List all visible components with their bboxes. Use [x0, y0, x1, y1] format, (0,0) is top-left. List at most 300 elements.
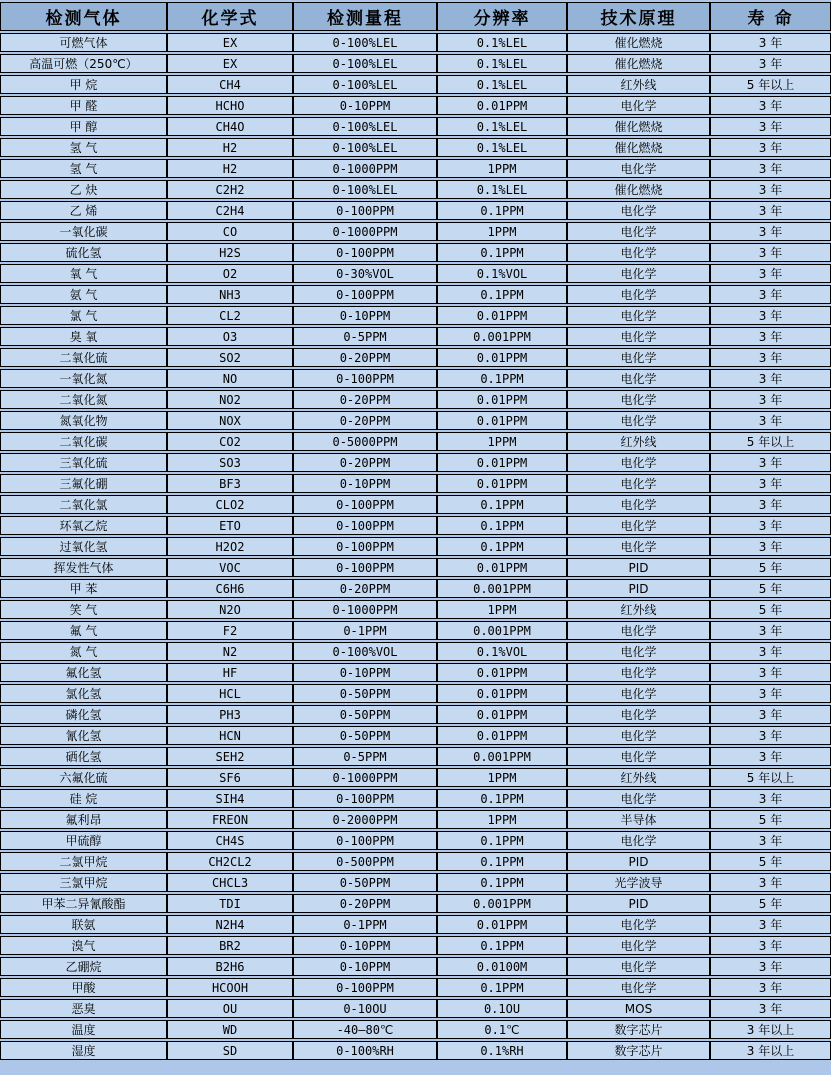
- range-cell: 0-100PPM: [293, 369, 437, 388]
- principle-cell: 电化学: [567, 222, 710, 241]
- principle-cell: 电化学: [567, 264, 710, 283]
- table-row: [0, 852, 831, 871]
- gas-name-cell: 氰化氢: [0, 726, 167, 745]
- principle-cell: 红外线: [567, 432, 710, 451]
- lifespan-cell: 3 年: [710, 285, 831, 304]
- gas-name-cell: 氮 气: [0, 642, 167, 661]
- principle-cell: 电化学: [567, 915, 710, 934]
- resolution-cell: 0.1PPM: [437, 789, 567, 808]
- table-row: [0, 138, 831, 157]
- formula-cell: SIH4: [167, 789, 293, 808]
- resolution-cell: 0.1PPM: [437, 537, 567, 556]
- resolution-cell: 0.01PPM: [437, 558, 567, 577]
- range-cell: 0-100PPM: [293, 285, 437, 304]
- lifespan-cell: 3 年: [710, 54, 831, 73]
- table-row: [0, 390, 831, 409]
- table-body: [0, 33, 831, 1060]
- gas-name-cell: 硫化氢: [0, 243, 167, 262]
- principle-cell: 电化学: [567, 957, 710, 976]
- range-cell: 0-100PPM: [293, 831, 437, 850]
- resolution-cell: 0.01PPM: [437, 348, 567, 367]
- formula-cell: N2H4: [167, 915, 293, 934]
- range-cell: 0-5PPM: [293, 747, 437, 766]
- formula-cell: N2: [167, 642, 293, 661]
- range-cell: 0-10PPM: [293, 957, 437, 976]
- lifespan-cell: 3 年: [710, 474, 831, 493]
- resolution-cell: 1PPM: [437, 600, 567, 619]
- resolution-cell: 0.1PPM: [437, 873, 567, 892]
- table-row: [0, 348, 831, 367]
- principle-cell: 电化学: [567, 789, 710, 808]
- formula-cell: HF: [167, 663, 293, 682]
- resolution-cell: 0.0100M: [437, 957, 567, 976]
- range-cell: 0-20PPM: [293, 453, 437, 472]
- principle-cell: 催化燃烧: [567, 138, 710, 157]
- resolution-cell: 0.1%LEL: [437, 54, 567, 73]
- principle-cell: 电化学: [567, 726, 710, 745]
- principle-cell: 电化学: [567, 348, 710, 367]
- table-row: [0, 243, 831, 262]
- gas-name-cell: 三氟化硼: [0, 474, 167, 493]
- principle-cell: 红外线: [567, 768, 710, 787]
- range-cell: 0-100PPM: [293, 495, 437, 514]
- gas-name-cell: 高温可燃（250℃）: [0, 54, 167, 73]
- table-row: [0, 432, 831, 451]
- resolution-cell: 0.001PPM: [437, 621, 567, 640]
- formula-cell: WD: [167, 1020, 293, 1039]
- gas-name-cell: 氧 气: [0, 264, 167, 283]
- resolution-cell: 0.1%LEL: [437, 33, 567, 52]
- principle-cell: 催化燃烧: [567, 180, 710, 199]
- range-cell: 0-1PPM: [293, 621, 437, 640]
- formula-cell: CL2: [167, 306, 293, 325]
- table-row: [0, 411, 831, 430]
- principle-cell: PID: [567, 579, 710, 598]
- gas-name-cell: 甲 烷: [0, 75, 167, 94]
- range-cell: 0-100%VOL: [293, 642, 437, 661]
- range-cell: 0-50PPM: [293, 684, 437, 703]
- table-row: [0, 789, 831, 808]
- principle-cell: 电化学: [567, 495, 710, 514]
- gas-name-cell: 三氯甲烷: [0, 873, 167, 892]
- formula-cell: CHCL3: [167, 873, 293, 892]
- resolution-cell: 0.1PPM: [437, 852, 567, 871]
- range-cell: 0-100PPM: [293, 516, 437, 535]
- lifespan-cell: 3 年: [710, 390, 831, 409]
- range-cell: 0-20PPM: [293, 348, 437, 367]
- principle-cell: PID: [567, 558, 710, 577]
- principle-cell: 电化学: [567, 831, 710, 850]
- lifespan-cell: 3 年: [710, 348, 831, 367]
- lifespan-cell: 3 年: [710, 495, 831, 514]
- formula-cell: HCN: [167, 726, 293, 745]
- lifespan-cell: 3 年: [710, 306, 831, 325]
- principle-cell: 数字芯片: [567, 1041, 710, 1060]
- range-cell: 0-10PPM: [293, 474, 437, 493]
- principle-cell: 电化学: [567, 663, 710, 682]
- lifespan-cell: 3 年: [710, 117, 831, 136]
- resolution-cell: 0.01PPM: [437, 726, 567, 745]
- lifespan-cell: 3 年: [710, 831, 831, 850]
- resolution-cell: 0.1%LEL: [437, 138, 567, 157]
- lifespan-cell: 3 年: [710, 747, 831, 766]
- lifespan-cell: 5 年: [710, 600, 831, 619]
- lifespan-cell: 3 年: [710, 516, 831, 535]
- gas-name-cell: 三氧化硫: [0, 453, 167, 472]
- table-row: [0, 537, 831, 556]
- table-row: [0, 54, 831, 73]
- table-row: [0, 117, 831, 136]
- gas-name-cell: 甲硫醇: [0, 831, 167, 850]
- range-cell: 0-10PPM: [293, 936, 437, 955]
- resolution-cell: 0.1PPM: [437, 978, 567, 997]
- gas-name-cell: 甲苯二异氰酸酯: [0, 894, 167, 913]
- formula-cell: CH4: [167, 75, 293, 94]
- principle-cell: 电化学: [567, 642, 710, 661]
- gas-name-cell: 甲 苯: [0, 579, 167, 598]
- range-cell: 0-100%LEL: [293, 180, 437, 199]
- lifespan-cell: 3 年: [710, 33, 831, 52]
- column-header-resolution: 分辨率: [437, 2, 567, 31]
- table-row: [0, 999, 831, 1018]
- range-cell: 0-100%LEL: [293, 75, 437, 94]
- range-cell: 0-1000PPM: [293, 222, 437, 241]
- gas-name-cell: 硒化氢: [0, 747, 167, 766]
- range-cell: 0-20PPM: [293, 390, 437, 409]
- lifespan-cell: 3 年: [710, 180, 831, 199]
- table-row: [0, 1020, 831, 1039]
- formula-cell: NOX: [167, 411, 293, 430]
- gas-name-cell: 联氨: [0, 915, 167, 934]
- lifespan-cell: 3 年: [710, 264, 831, 283]
- formula-cell: C2H4: [167, 201, 293, 220]
- principle-cell: 电化学: [567, 621, 710, 640]
- principle-cell: MOS: [567, 999, 710, 1018]
- resolution-cell: 1PPM: [437, 222, 567, 241]
- range-cell: 0-50PPM: [293, 726, 437, 745]
- lifespan-cell: 5 年: [710, 894, 831, 913]
- range-cell: 0-100PPM: [293, 978, 437, 997]
- lifespan-cell: 3 年: [710, 327, 831, 346]
- gas-name-cell: 氢 气: [0, 138, 167, 157]
- table-row: [0, 726, 831, 745]
- resolution-cell: 0.1PPM: [437, 285, 567, 304]
- gas-name-cell: 可燃气体: [0, 33, 167, 52]
- range-cell: 0-500PPM: [293, 852, 437, 871]
- table-row: [0, 75, 831, 94]
- principle-cell: 电化学: [567, 936, 710, 955]
- gas-name-cell: 二氧化氯: [0, 495, 167, 514]
- gas-name-cell: 挥发性气体: [0, 558, 167, 577]
- formula-cell: OU: [167, 999, 293, 1018]
- table-row: [0, 873, 831, 892]
- lifespan-cell: 3 年: [710, 936, 831, 955]
- resolution-cell: 0.1PPM: [437, 243, 567, 262]
- principle-cell: 电化学: [567, 306, 710, 325]
- principle-cell: 红外线: [567, 75, 710, 94]
- lifespan-cell: 5 年: [710, 579, 831, 598]
- resolution-cell: 0.1PPM: [437, 369, 567, 388]
- range-cell: 0-20PPM: [293, 894, 437, 913]
- resolution-cell: 0.001PPM: [437, 327, 567, 346]
- formula-cell: C2H2: [167, 180, 293, 199]
- principle-cell: 电化学: [567, 369, 710, 388]
- formula-cell: TDI: [167, 894, 293, 913]
- gas-name-cell: 二氧化氮: [0, 390, 167, 409]
- resolution-cell: 0.1%RH: [437, 1041, 567, 1060]
- gas-name-cell: 氨 气: [0, 285, 167, 304]
- gas-name-cell: 氯化氢: [0, 684, 167, 703]
- resolution-cell: 1PPM: [437, 810, 567, 829]
- range-cell: 0-10PPM: [293, 306, 437, 325]
- resolution-cell: 0.1PPM: [437, 495, 567, 514]
- table-row: [0, 159, 831, 178]
- gas-name-cell: 硅 烷: [0, 789, 167, 808]
- resolution-cell: 0.01PPM: [437, 306, 567, 325]
- column-header-range: 检测量程: [293, 2, 437, 31]
- lifespan-cell: 3 年: [710, 537, 831, 556]
- resolution-cell: 0.001PPM: [437, 579, 567, 598]
- formula-cell: BF3: [167, 474, 293, 493]
- formula-cell: CO2: [167, 432, 293, 451]
- formula-cell: FREON: [167, 810, 293, 829]
- table-row: [0, 768, 831, 787]
- lifespan-cell: 3 年: [710, 621, 831, 640]
- lifespan-cell: 3 年: [710, 243, 831, 262]
- range-cell: 0-5000PPM: [293, 432, 437, 451]
- lifespan-cell: 3 年: [710, 138, 831, 157]
- gas-name-cell: 过氧化氢: [0, 537, 167, 556]
- resolution-cell: 0.01PPM: [437, 474, 567, 493]
- resolution-cell: 0.1%LEL: [437, 180, 567, 199]
- range-cell: 0-100PPM: [293, 537, 437, 556]
- range-cell: 0-1000PPM: [293, 600, 437, 619]
- lifespan-cell: 3 年: [710, 201, 831, 220]
- principle-cell: 电化学: [567, 747, 710, 766]
- lifespan-cell: 3 年: [710, 159, 831, 178]
- formula-cell: CO: [167, 222, 293, 241]
- table-row: [0, 600, 831, 619]
- gas-name-cell: 氟化氢: [0, 663, 167, 682]
- principle-cell: 电化学: [567, 453, 710, 472]
- gas-name-cell: 氢 气: [0, 159, 167, 178]
- header-row: [0, 2, 831, 31]
- resolution-cell: 1PPM: [437, 432, 567, 451]
- formula-cell: VOC: [167, 558, 293, 577]
- lifespan-cell: 5 年: [710, 558, 831, 577]
- range-cell: 0-100%LEL: [293, 54, 437, 73]
- resolution-cell: 0.01PPM: [437, 663, 567, 682]
- resolution-cell: 0.1PPM: [437, 936, 567, 955]
- range-cell: 0-50PPM: [293, 873, 437, 892]
- principle-cell: PID: [567, 852, 710, 871]
- principle-cell: 电化学: [567, 285, 710, 304]
- table-row: [0, 369, 831, 388]
- resolution-cell: 0.1PPM: [437, 516, 567, 535]
- principle-cell: 电化学: [567, 201, 710, 220]
- table-row: [0, 1041, 831, 1060]
- table-row: [0, 516, 831, 535]
- lifespan-cell: 5 年以上: [710, 768, 831, 787]
- principle-cell: 电化学: [567, 159, 710, 178]
- lifespan-cell: 3 年以上: [710, 1020, 831, 1039]
- resolution-cell: 0.01PPM: [437, 96, 567, 115]
- lifespan-cell: 3 年: [710, 726, 831, 745]
- range-cell: 0-1PPM: [293, 915, 437, 934]
- resolution-cell: 0.1OU: [437, 999, 567, 1018]
- range-cell: 0-10PPM: [293, 96, 437, 115]
- lifespan-cell: 3 年: [710, 642, 831, 661]
- resolution-cell: 0.1PPM: [437, 201, 567, 220]
- formula-cell: CH4S: [167, 831, 293, 850]
- range-cell: 0-20PPM: [293, 579, 437, 598]
- gas-name-cell: 乙 烯: [0, 201, 167, 220]
- lifespan-cell: 3 年: [710, 411, 831, 430]
- table-row: [0, 705, 831, 724]
- gas-name-cell: 乙硼烷: [0, 957, 167, 976]
- table-row: [0, 663, 831, 682]
- range-cell: 0-100PPM: [293, 558, 437, 577]
- resolution-cell: 0.001PPM: [437, 747, 567, 766]
- resolution-cell: 0.1%VOL: [437, 264, 567, 283]
- formula-cell: HCOOH: [167, 978, 293, 997]
- formula-cell: HCL: [167, 684, 293, 703]
- lifespan-cell: 5 年: [710, 810, 831, 829]
- range-cell: 0-1000PPM: [293, 768, 437, 787]
- formula-cell: H2: [167, 138, 293, 157]
- principle-cell: 电化学: [567, 705, 710, 724]
- lifespan-cell: 3 年: [710, 789, 831, 808]
- gas-name-cell: 乙 炔: [0, 180, 167, 199]
- lifespan-cell: 3 年: [710, 453, 831, 472]
- principle-cell: 数字芯片: [567, 1020, 710, 1039]
- table-row: [0, 495, 831, 514]
- table-row: [0, 579, 831, 598]
- formula-cell: H2O2: [167, 537, 293, 556]
- principle-cell: 电化学: [567, 474, 710, 493]
- table-row: [0, 453, 831, 472]
- formula-cell: PH3: [167, 705, 293, 724]
- lifespan-cell: 3 年: [710, 663, 831, 682]
- gas-name-cell: 温度: [0, 1020, 167, 1039]
- gas-name-cell: 一氧化碳: [0, 222, 167, 241]
- gas-name-cell: 环氧乙烷: [0, 516, 167, 535]
- range-cell: 0-20PPM: [293, 411, 437, 430]
- table-row: [0, 915, 831, 934]
- table-row: [0, 894, 831, 913]
- gas-name-cell: 甲酸: [0, 978, 167, 997]
- formula-cell: C6H6: [167, 579, 293, 598]
- lifespan-cell: 3 年: [710, 873, 831, 892]
- principle-cell: 电化学: [567, 684, 710, 703]
- lifespan-cell: 5 年: [710, 852, 831, 871]
- range-cell: 0-10OU: [293, 999, 437, 1018]
- table-row: [0, 474, 831, 493]
- resolution-cell: 1PPM: [437, 159, 567, 178]
- formula-cell: SEH2: [167, 747, 293, 766]
- table-row: [0, 978, 831, 997]
- gas-name-cell: 笑 气: [0, 600, 167, 619]
- formula-cell: NO: [167, 369, 293, 388]
- gas-name-cell: 氟利昂: [0, 810, 167, 829]
- resolution-cell: 0.01PPM: [437, 684, 567, 703]
- lifespan-cell: 3 年: [710, 96, 831, 115]
- formula-cell: CH4O: [167, 117, 293, 136]
- gas-name-cell: 二氧化碳: [0, 432, 167, 451]
- lifespan-cell: 3 年: [710, 999, 831, 1018]
- table-row: [0, 306, 831, 325]
- range-cell: 0-10PPM: [293, 663, 437, 682]
- principle-cell: 催化燃烧: [567, 33, 710, 52]
- table-row: [0, 201, 831, 220]
- formula-cell: O3: [167, 327, 293, 346]
- formula-cell: ETO: [167, 516, 293, 535]
- range-cell: -40—80℃: [293, 1020, 437, 1039]
- formula-cell: NO2: [167, 390, 293, 409]
- gas-name-cell: 磷化氢: [0, 705, 167, 724]
- principle-cell: 半导体: [567, 810, 710, 829]
- gas-name-cell: 一氧化氮: [0, 369, 167, 388]
- table-row: [0, 285, 831, 304]
- lifespan-cell: 3 年: [710, 222, 831, 241]
- principle-cell: 电化学: [567, 516, 710, 535]
- range-cell: 0-30%VOL: [293, 264, 437, 283]
- column-header-principle: 技术原理: [567, 2, 710, 31]
- gas-name-cell: 氯 气: [0, 306, 167, 325]
- table-row: [0, 642, 831, 661]
- range-cell: 0-5PPM: [293, 327, 437, 346]
- formula-cell: N2O: [167, 600, 293, 619]
- column-header-gas: 检测气体: [0, 2, 167, 31]
- formula-cell: CH2CL2: [167, 852, 293, 871]
- lifespan-cell: 3 年: [710, 978, 831, 997]
- resolution-cell: 0.1%VOL: [437, 642, 567, 661]
- resolution-cell: 0.01PPM: [437, 705, 567, 724]
- principle-cell: 电化学: [567, 96, 710, 115]
- formula-cell: SO2: [167, 348, 293, 367]
- gas-name-cell: 二氧化硫: [0, 348, 167, 367]
- gas-name-cell: 六氟化硫: [0, 768, 167, 787]
- lifespan-cell: 3 年: [710, 369, 831, 388]
- table-row: [0, 264, 831, 283]
- range-cell: 0-2000PPM: [293, 810, 437, 829]
- formula-cell: EX: [167, 33, 293, 52]
- table-row: [0, 621, 831, 640]
- gas-name-cell: 二氯甲烷: [0, 852, 167, 871]
- column-header-formula: 化学式: [167, 2, 293, 31]
- principle-cell: 催化燃烧: [567, 117, 710, 136]
- gas-name-cell: 恶臭: [0, 999, 167, 1018]
- formula-cell: SF6: [167, 768, 293, 787]
- table-row: [0, 936, 831, 955]
- gas-name-cell: 氟 气: [0, 621, 167, 640]
- principle-cell: PID: [567, 894, 710, 913]
- range-cell: 0-50PPM: [293, 705, 437, 724]
- table-row: [0, 327, 831, 346]
- range-cell: 0-100PPM: [293, 789, 437, 808]
- lifespan-cell: 5 年以上: [710, 432, 831, 451]
- table-row: [0, 222, 831, 241]
- resolution-cell: 0.1PPM: [437, 831, 567, 850]
- resolution-cell: 0.1%LEL: [437, 75, 567, 94]
- lifespan-cell: 3 年: [710, 705, 831, 724]
- range-cell: 0-1000PPM: [293, 159, 437, 178]
- table-row: [0, 831, 831, 850]
- lifespan-cell: 3 年以上: [710, 1041, 831, 1060]
- gas-name-cell: 臭 氧: [0, 327, 167, 346]
- formula-cell: SD: [167, 1041, 293, 1060]
- table-row: [0, 33, 831, 52]
